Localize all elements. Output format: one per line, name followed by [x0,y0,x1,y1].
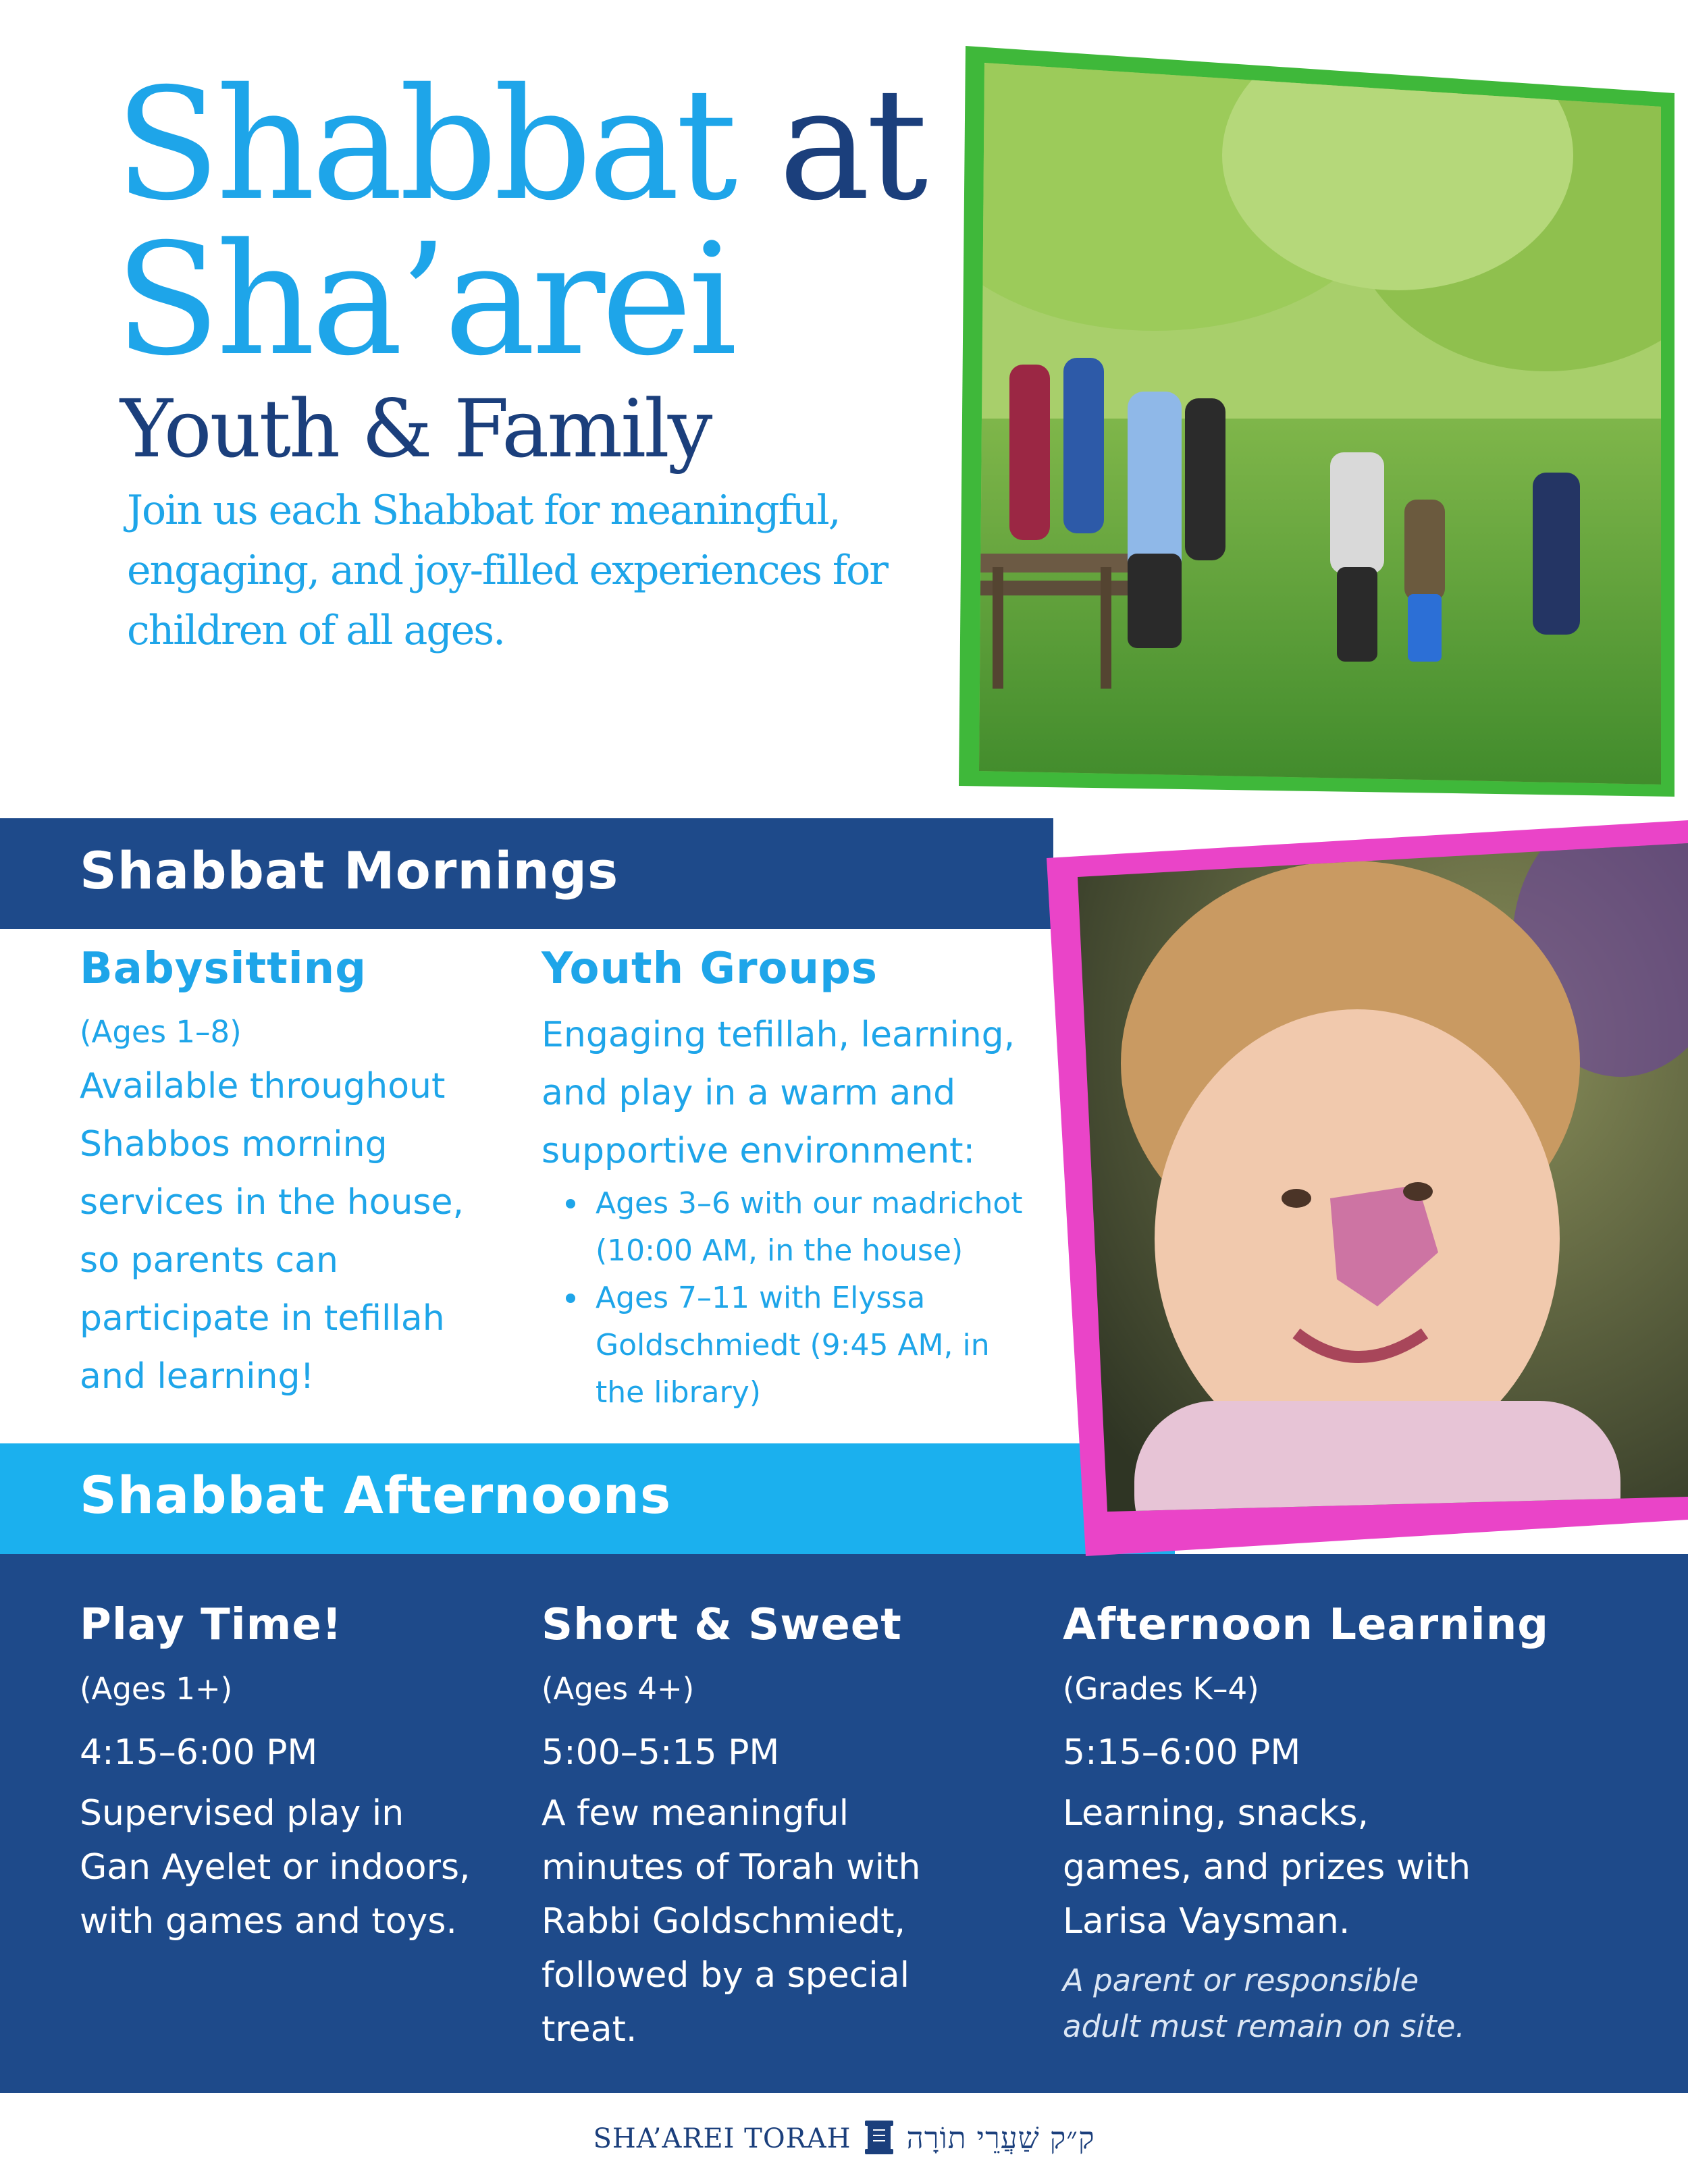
short-sweet-description: A few meaningful minutes of Torah with Rabbi Goldschmiedt, followed by a special treat. [542,1793,921,2050]
footer-org-name: SHA’AREI TORAH [593,2123,851,2154]
photo-face-paint-child [1040,820,1688,1556]
youth-groups-description: Engaging tefillah, learning, and play in a warm and supportive environment: [542,1015,1016,1171]
list-item: Ages 3–6 with our madrichot (10:00 AM, in the house) [542,1180,1028,1275]
afternoon-learning-heading: Afternoon Learning [1063,1600,1550,1650]
play-time-time: 4:15–6:00 PM [80,1732,318,1773]
afternoon-learning-note: A parent or responsible adult must remain on site. [1063,1963,1465,2044]
intro-text: Join us each Shabbat for meaningful, engaging, and joy-filled experiences for children of all ages. [127,487,887,654]
youth-groups-list [542,1180,1028,1416]
afternoon-learning-description: Learning, snacks, games, and prizes with Larisa Vaysman. [1063,1793,1471,1942]
footer [0,2093,1688,2184]
short-sweet-ages: (Ages 4+) [542,1671,695,1707]
youth-groups-heading: Youth Groups [542,944,878,994]
page-subtitle: Youth & Family [120,382,711,475]
babysitting-heading: Babysitting [80,944,367,994]
footer-hebrew-name: ק״ק שַׁעֲרֵי תוֹרָה [906,2121,1095,2156]
afternoon-learning-ages: (Grades K–4) [1063,1671,1259,1707]
short-sweet-heading: Short & Sweet [542,1600,902,1650]
mornings-band-title: Shabbat Mornings [80,841,619,901]
play-time-description: Supervised play in Gan Ayelet or indoors, with games and toys. [80,1793,471,1942]
play-time-heading: Play Time! [80,1600,342,1650]
bullet-icon [566,1294,575,1303]
logo-icon [865,2121,893,2157]
page-title-line-1 [115,55,924,234]
page-title-line-2: Sha’arei [115,210,734,390]
list-item: Ages 7–11 with Elyssa Goldschmiedt (9:45 AM, in the library) [542,1275,1028,1416]
title-word-at: at [778,55,924,234]
title-word-shabbat: Shabbat [115,55,734,234]
afternoon-learning-time: 5:15–6:00 PM [1063,1732,1301,1773]
bullet-icon [566,1199,575,1208]
photo-outdoor-play [952,41,1674,797]
play-time-ages: (Ages 1+) [80,1671,233,1707]
babysitting-description: Available throughout Shabbos morning services in the house, so parents can participate in tefillah and learning! [80,1066,465,1397]
short-sweet-time: 5:00–5:15 PM [542,1732,780,1773]
babysitting-ages: (Ages 1–8) [80,1014,242,1050]
afternoons-band-title: Shabbat Afternoons [80,1465,672,1525]
